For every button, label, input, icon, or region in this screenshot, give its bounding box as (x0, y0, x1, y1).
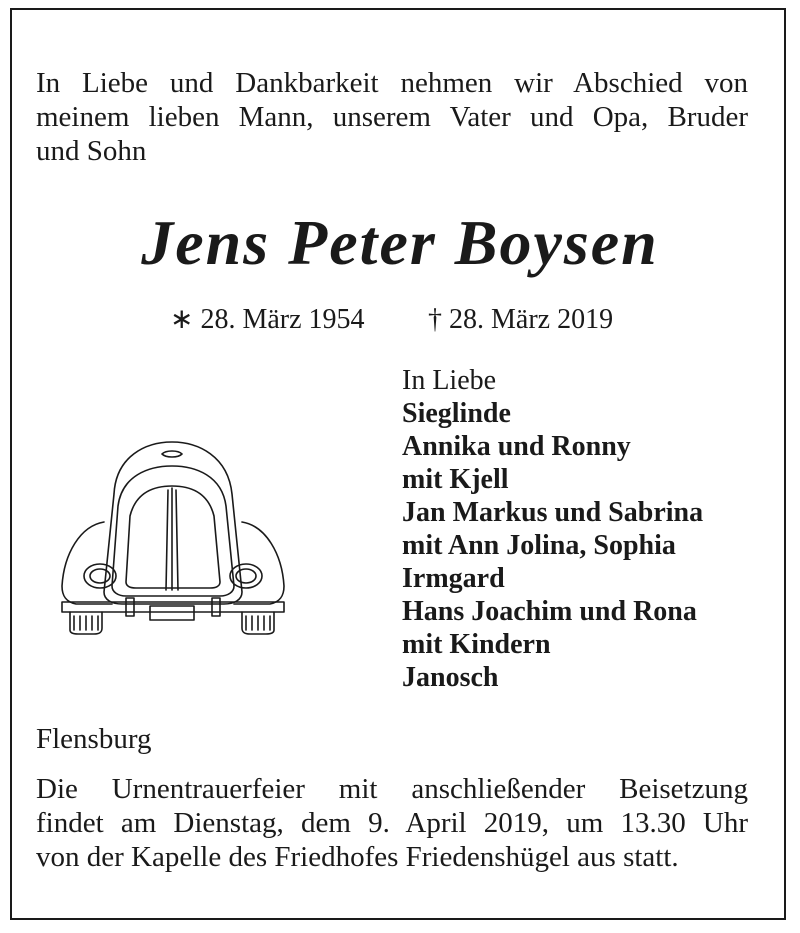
service-line: findet am Dienstag, dem 9. April 2019, um 13.30 Uhr (36, 807, 748, 839)
deceased-name: Jens Peter Boysen (141, 207, 659, 278)
service-line: von der Kapelle des Friedhofes Friedenshügel aus statt. (36, 841, 679, 873)
birth-date: ∗ 28. März 1954 (170, 304, 365, 335)
mourner-name: Annika und Ronny (402, 431, 631, 462)
mourner-name: Irmgard (402, 563, 505, 594)
mourner-name: Sieglinde (402, 398, 511, 429)
intro-line: In Liebe und Dankbarkeit nehmen wir Abschied von (36, 67, 748, 99)
mourner-name: mit Kjell (402, 464, 509, 495)
mourners-list (402, 364, 782, 694)
mourner-name: Hans Joachim und Rona (402, 596, 697, 627)
service-line: Die Urnentrauerfeier mit anschließender Beisetzung (36, 773, 748, 805)
death-date: † 28. März 2019 (428, 304, 614, 335)
mourner-name: mit Kindern (402, 629, 551, 660)
mourner-name: Jan Markus und Sabrina (402, 497, 704, 528)
intro-text (36, 66, 748, 168)
service-text (36, 772, 748, 874)
mourner-name: mit Ann Jolina, Sophia (402, 530, 676, 561)
location-city: Flensburg (36, 723, 152, 755)
mourner-name: Janosch (402, 662, 499, 693)
intro-line: meinem lieben Mann, unserem Vater und Opa, Bruder (36, 101, 748, 133)
mourners-lead: In Liebe (402, 365, 497, 396)
intro-line: und Sohn (36, 135, 147, 167)
vw-beetle-car-icon (56, 436, 288, 636)
